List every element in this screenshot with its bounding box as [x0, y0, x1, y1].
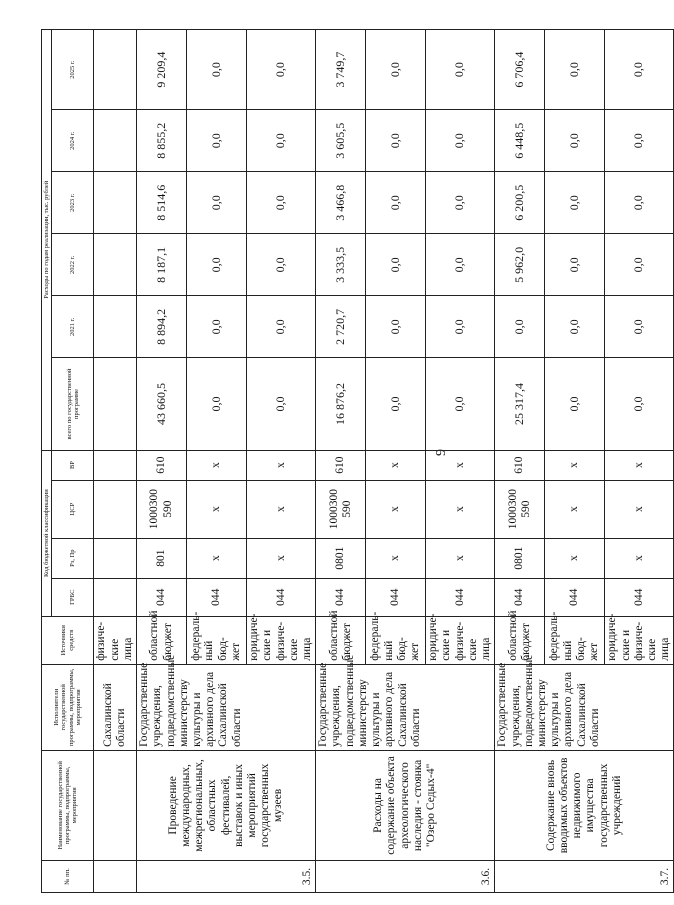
- year-value-cell: 0,0: [545, 172, 605, 234]
- year-value-cell: 0,0: [545, 30, 605, 110]
- total-cell: 25 317,4: [495, 358, 545, 450]
- year-value-cell: 0,0: [247, 30, 316, 110]
- year-value-cell: 0,0: [426, 110, 495, 172]
- item-number: 3.5.: [137, 860, 316, 892]
- year-value-cell: 6 448,5: [495, 110, 545, 172]
- year-value-cell: 0,0: [605, 172, 674, 234]
- year-value-cell: 0,0: [545, 110, 605, 172]
- vr-cell: 610: [316, 450, 366, 480]
- header-year-2025: 2025 г.: [52, 30, 94, 110]
- vr-cell: 610: [495, 450, 545, 480]
- executor-cell: Государственные учреждения, подведомственные министерству культуры и архивного дела Сахалинской области: [495, 664, 674, 750]
- rzpr-cell: х: [187, 538, 247, 578]
- source-cell: областной бюджет: [495, 616, 545, 664]
- rzpr-cell: х: [545, 538, 605, 578]
- year-value-cell: 3 333,5: [316, 234, 366, 296]
- year-value-cell: 0,0: [187, 110, 247, 172]
- year-value-cell: 0,0: [426, 296, 495, 358]
- source-cell: федераль-ный бюд-жет: [366, 616, 426, 664]
- year-value-cell: 0,0: [605, 30, 674, 110]
- header-rzpr: Рз, Пр: [52, 538, 94, 578]
- csr-cell: х: [247, 480, 316, 538]
- executor-cell: Сахалинской области: [94, 664, 137, 750]
- header-vr: ВР: [52, 450, 94, 480]
- csr-cell: х: [545, 480, 605, 538]
- rzpr-cell: 801: [137, 538, 187, 578]
- budget-table: [41, 29, 674, 893]
- item-number: 3.6.: [316, 860, 495, 892]
- year-value-cell: 0,0: [247, 234, 316, 296]
- vr-cell: х: [187, 450, 247, 480]
- source-cell: федераль-ный бюд-жет: [545, 616, 605, 664]
- grbs-cell: 044: [137, 578, 187, 616]
- year-value-cell: 8 855,2: [137, 110, 187, 172]
- csr-cell: х: [426, 480, 495, 538]
- year-value-cell: 0,0: [545, 234, 605, 296]
- rzpr-cell: х: [605, 538, 674, 578]
- source-cell: юридиче-ские и физиче-ские лица: [605, 616, 674, 664]
- year-value-cell: 0,0: [426, 30, 495, 110]
- source-cell: физиче-ские лица: [94, 616, 137, 664]
- source-cell: областной бюджет: [316, 616, 366, 664]
- grbs-cell: 044: [366, 578, 426, 616]
- year-value-cell: 0,0: [366, 296, 426, 358]
- year-value-cell: 9 209,4: [137, 30, 187, 110]
- table-row-continuation: [94, 30, 137, 893]
- source-cell: юридиче-ские и физиче-ские лица: [426, 616, 495, 664]
- table-row: [316, 30, 366, 893]
- year-value-cell: 0,0: [605, 110, 674, 172]
- page-number: 9: [434, 449, 449, 456]
- year-value-cell: 0,0: [366, 234, 426, 296]
- year-value-cell: 0,0: [187, 234, 247, 296]
- year-value-cell: 0,0: [426, 172, 495, 234]
- year-value-cell: 0,0: [605, 234, 674, 296]
- table-row: [495, 30, 545, 893]
- year-value-cell: 0,0: [366, 172, 426, 234]
- total-cell: 0,0: [426, 358, 495, 450]
- grbs-cell: 044: [545, 578, 605, 616]
- vr-cell: х: [426, 450, 495, 480]
- header-year-2023: 2023 г.: [52, 172, 94, 234]
- year-value-cell: 0,0: [605, 296, 674, 358]
- year-value-cell: 0,0: [187, 296, 247, 358]
- executor-cell: Государственные учреждения, подведомственные министерству культуры и архивного дела Сахалинской области: [316, 664, 495, 750]
- source-cell: юридиче-ские и физиче-ские лица: [247, 616, 316, 664]
- csr-cell: 1000300 590: [495, 480, 545, 538]
- source-cell: областной бюджет: [137, 616, 187, 664]
- year-value-cell: 0,0: [247, 172, 316, 234]
- year-value-cell: 0,0: [247, 296, 316, 358]
- item-number: 3.7.: [495, 860, 674, 892]
- source-cell: федераль-ный бюд-жет: [187, 616, 247, 664]
- header-name: Наименование государственной программы, подпрограммы, мероприятия: [42, 750, 94, 860]
- year-value-cell: 0,0: [187, 30, 247, 110]
- total-cell: 43 660,5: [137, 358, 187, 450]
- vr-cell: х: [545, 450, 605, 480]
- csr-cell: х: [605, 480, 674, 538]
- rzpr-cell: 0801: [495, 538, 545, 578]
- header-grbs: ГРБС: [52, 578, 94, 616]
- csr-cell: х: [366, 480, 426, 538]
- year-value-cell: 2 720,7: [316, 296, 366, 358]
- vr-cell: х: [605, 450, 674, 480]
- vr-cell: х: [247, 450, 316, 480]
- item-name: Расходы на содержание объекта археологического наследия - стоянка "Озеро Седых-4": [316, 750, 495, 860]
- year-value-cell: 0,0: [247, 110, 316, 172]
- year-value-cell: 0,0: [495, 296, 545, 358]
- executor-cell: Государственные учреждения, подведомственные министерству культуры и архивного дела Сахалинской области: [137, 664, 316, 750]
- grbs-cell: 044: [247, 578, 316, 616]
- item-name: Проведение международных, межрегиональных, областных фестивалей, выставок и иных мероприятий государственных музеев: [137, 750, 316, 860]
- rzpr-cell: х: [366, 538, 426, 578]
- rzpr-cell: х: [247, 538, 316, 578]
- year-value-cell: 0,0: [366, 110, 426, 172]
- total-cell: 0,0: [605, 358, 674, 450]
- item-name: Содержание вновь вводимых объектов недвижимого имущества государственных учреждений: [495, 750, 674, 860]
- rzpr-cell: х: [426, 538, 495, 578]
- year-value-cell: 8 187,1: [137, 234, 187, 296]
- header-year-2021: 2021 г.: [52, 296, 94, 358]
- grbs-cell: 044: [495, 578, 545, 616]
- total-cell: 16 876,2: [316, 358, 366, 450]
- grbs-cell: 044: [605, 578, 674, 616]
- header-budget-class: Код бюджетной классификации: [42, 450, 52, 616]
- year-value-cell: 3 749,7: [316, 30, 366, 110]
- total-cell: 0,0: [247, 358, 316, 450]
- year-value-cell: 8 514,6: [137, 172, 187, 234]
- header-no: № пп.: [42, 860, 94, 892]
- year-value-cell: 0,0: [366, 30, 426, 110]
- year-value-cell: 3 466,8: [316, 172, 366, 234]
- header-total: всего по государственной программе: [52, 358, 94, 450]
- header-expenses: Расходы по годам реализации, тыс. рублей: [42, 30, 52, 451]
- year-value-cell: 6 706,4: [495, 30, 545, 110]
- csr-cell: х: [187, 480, 247, 538]
- rzpr-cell: 0801: [316, 538, 366, 578]
- total-cell: 0,0: [187, 358, 247, 450]
- year-value-cell: 6 200,5: [495, 172, 545, 234]
- grbs-cell: 044: [316, 578, 366, 616]
- year-value-cell: 0,0: [545, 296, 605, 358]
- total-cell: 0,0: [545, 358, 605, 450]
- header-executors: Исполнители государственной программы, подпрограммы, мероприятия: [42, 664, 94, 750]
- header-source: Источники средств: [42, 616, 94, 664]
- year-value-cell: 8 894,2: [137, 296, 187, 358]
- year-value-cell: 3 605,5: [316, 110, 366, 172]
- vr-cell: х: [366, 450, 426, 480]
- header-year-2024: 2024 г.: [52, 110, 94, 172]
- year-value-cell: 5 962,0: [495, 234, 545, 296]
- total-cell: 0,0: [366, 358, 426, 450]
- header-year-2022: 2022 г.: [52, 234, 94, 296]
- grbs-cell: 044: [426, 578, 495, 616]
- year-value-cell: 0,0: [187, 172, 247, 234]
- csr-cell: 1000300 590: [316, 480, 366, 538]
- header-csr: ЦСР: [52, 480, 94, 538]
- year-value-cell: 0,0: [426, 234, 495, 296]
- grbs-cell: 044: [187, 578, 247, 616]
- vr-cell: 610: [137, 450, 187, 480]
- table-row: [137, 30, 187, 893]
- csr-cell: 1000300 590: [137, 480, 187, 538]
